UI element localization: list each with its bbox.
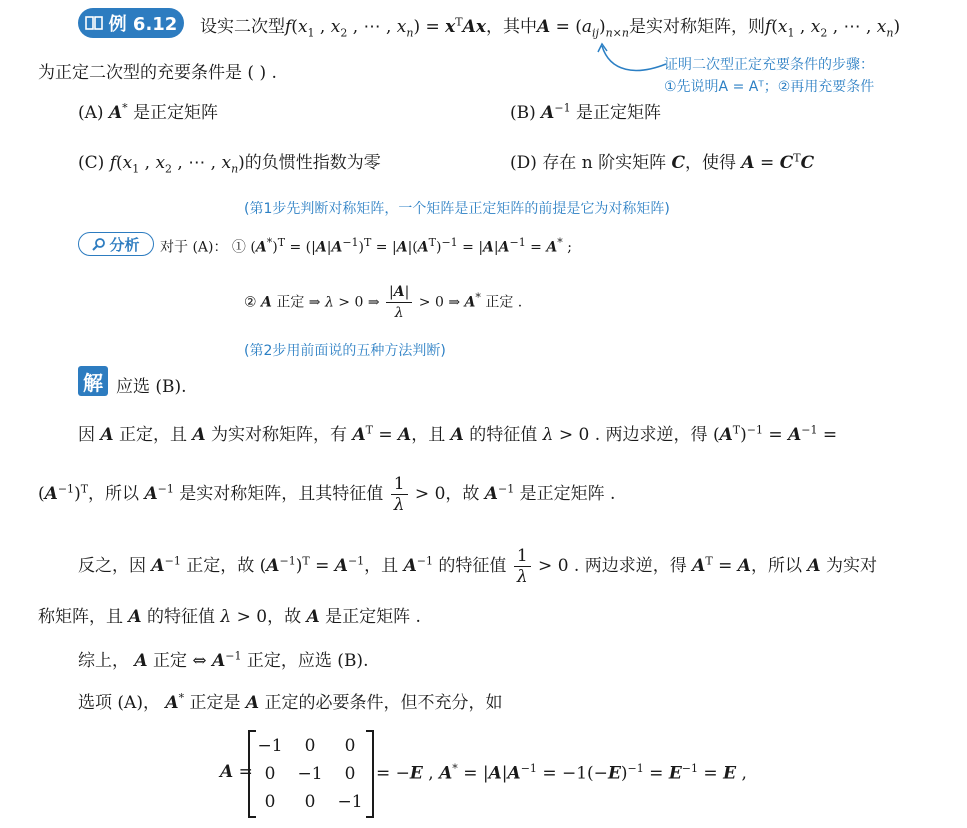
annotation-steps-1: 证明二次型正定充要条件的步骤： <box>664 57 874 73</box>
magnifier-icon <box>92 237 106 251</box>
book-icon <box>85 16 103 30</box>
option-d: (D) 存在 n 阶实矩阵 C，使得 $A = C^TC$ <box>510 151 815 173</box>
matrix-cell: 0 <box>264 764 276 784</box>
solution-paragraph-1: 因 A 正定，且 A 为实对称矩阵，有 $A^T = A$，且 A 的特征值 λ > 0 . 两边求逆，得 $(A^T)^{-1} = A^{-1}$ = <box>78 423 838 445</box>
matrix-cell: 0 <box>304 792 316 812</box>
option-a: (A) A* 是正定矩阵 <box>78 101 219 123</box>
option-b: (B) $A^{-1}$ 是正定矩阵 <box>510 101 661 123</box>
matrix-cell: −1 <box>257 736 283 756</box>
solution-answer: 应选 (B). <box>116 377 187 397</box>
matrix-cell: 0 <box>304 736 316 756</box>
option-c: (C) $f(x_1$ , $x_2$ , ⋯ , $x_n$)的负惯性指数为零 <box>78 153 381 176</box>
example-badge <box>78 8 184 38</box>
analysis-line-1: 对于 (A)： ① $(A^*)^T = (|A|A^{-1})^T = |A|(A^T)^{-1} = |A|A^{-1} = A^*$ ; <box>160 236 572 256</box>
matrix-cell: 0 <box>264 792 276 812</box>
matrix-cell: −1 <box>297 764 323 784</box>
matrix-cell: 0 <box>344 764 356 784</box>
matrix-cell: −1 <box>337 792 363 812</box>
analysis-line-2: ② A 正定 ⇒ λ > 0 ⇒ $\frac{|A|}{\lambda}$ > 0 ⇒ A* 正定 . <box>244 284 523 321</box>
question-line-2: 为正定二次型的充要条件是 ( ) . <box>38 63 277 83</box>
solution-badge: 解 <box>78 366 108 396</box>
solution-paragraph-3: 反之，因 $A^{-1}$ 正定，故 $(A^{-1})^T = A^{-1}$，且 $A^{-1}$ 的特征值 $\frac{1}{\lambda}$ > 0 . 两边求逆，得 $A^T = A$，所以 A 为实对 <box>78 546 877 587</box>
solution-paragraph-2: $(A^{-1})^T$，所以 $A^{-1}$ 是实对称矩阵，且其特征值 $\frac{1}{\lambda}$ > 0，故 $A^{-1}$ 是正定矩阵 . <box>38 474 616 515</box>
analysis-badge: 分析 <box>78 232 154 256</box>
matrix-example <box>248 730 374 818</box>
solution-option-a-note: 选项 (A)， A* 正定是 A 正定的必要条件，但不充分，如 <box>78 691 503 713</box>
matrix-rhs: = −E , $A^* = |A|A^{-1} = -1(-E)^{-1} = E^{-1} = E$ , <box>376 762 747 784</box>
annotation-steps-2: ①先说明A = Aᵀ；②再用充要条件 <box>664 79 875 95</box>
question-line-1: 设实二次型$f(x_1$ , $x_2$ , ⋯ , $x_n) = x^TAx$，其中$A = (a_{ij})_{n\times n}$是实对称矩阵，则$f(x_1$ , $x_2$ , ⋯ , $x_n$) <box>200 15 901 40</box>
annotation-step1: (第1步先判断对称矩阵，一个矩阵是正定矩阵的前提是它为对称矩阵) <box>244 201 670 217</box>
solution-conclusion: 综上， A 正定 ⇔ $A^{-1}$ 正定，应选 (B). <box>78 649 369 671</box>
arrow-icon <box>596 42 668 80</box>
example-number: 例 6.12 <box>108 14 178 35</box>
matrix-cell: 0 <box>344 736 356 756</box>
annotation-step2: (第2步用前面说的五种方法判断) <box>244 343 446 359</box>
solution-paragraph-4: 称矩阵，且 A 的特征值 λ > 0，故 A 是正定矩阵 . <box>38 607 421 627</box>
matrix-lhs: A = <box>220 762 253 782</box>
